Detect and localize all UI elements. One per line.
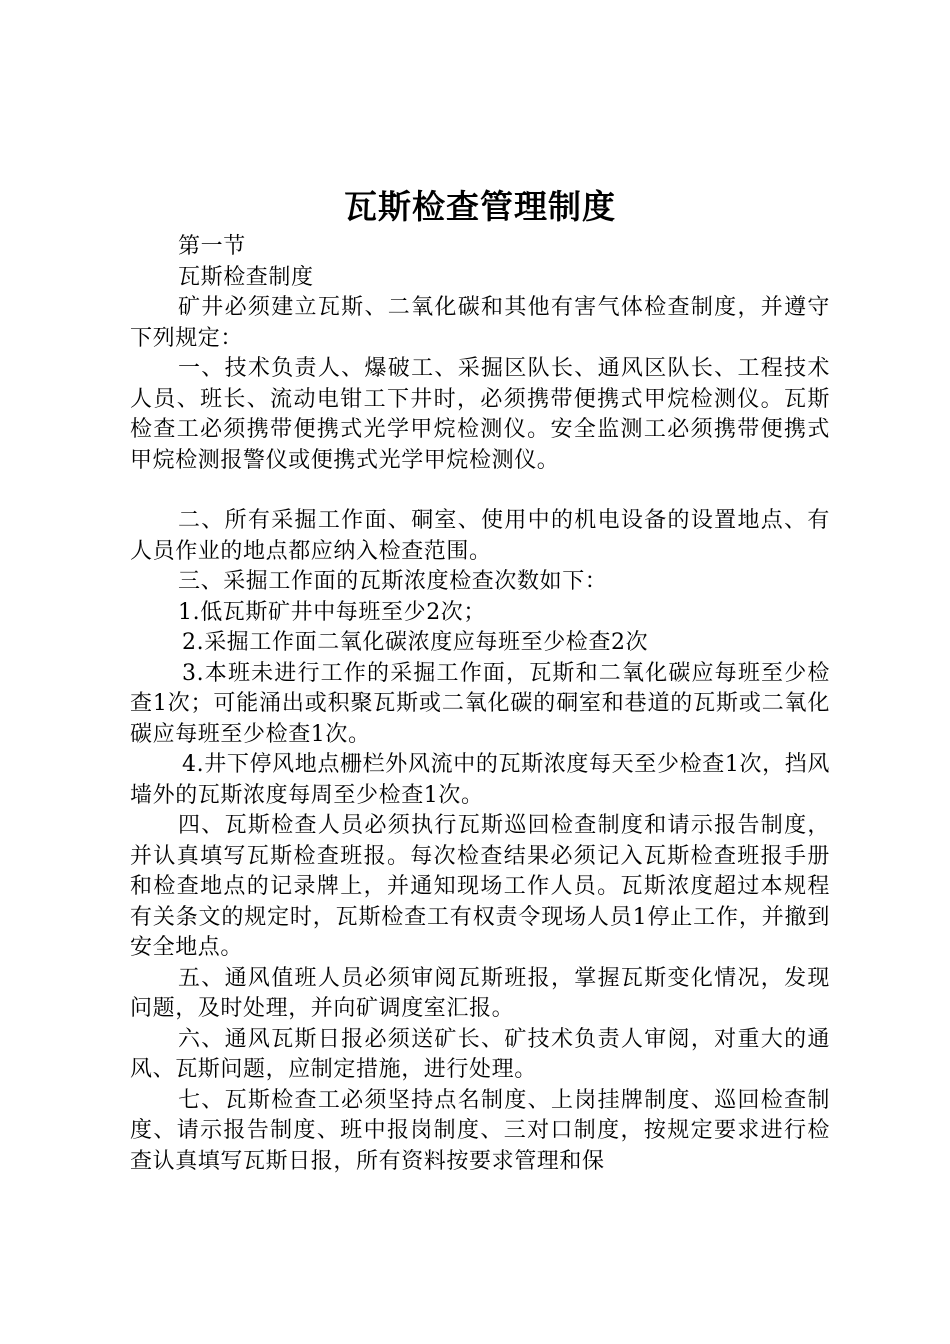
section-heading: 第一节 <box>178 234 246 259</box>
rule-paragraph-4: 四、瓦斯检查人员必须执行瓦斯巡回检查制度和请示报告制度，并认真填写瓦斯检查班报。每次检查结果必须记入瓦斯检查班报手册和检查地点的记录牌上，并通知现场工作人员。瓦斯浓度超过本规程有关条文的规定时，瓦斯检查工有权责令现场人员1停止工作，并撤到安全地点。 <box>130 813 830 960</box>
rule-paragraph-6: 六、通风瓦斯日报必须送矿长、矿技术负责人审阅，对重大的通风、瓦斯问题，应制定措施，进行处理。 <box>130 1026 830 1082</box>
list-item-1: 1.低瓦斯矿井中每班至少2次； <box>178 599 486 625</box>
list-item-3: 3.本班未进行工作的采掘工作面，瓦斯和二氧化碳应每班至少检查1次；可能涌出或积聚瓦斯或二氧化碳的硐室和巷道的瓦斯或二氧化碳应每班至少检查1次。 <box>130 660 830 747</box>
document-page <box>130 180 830 1177</box>
rule-paragraph-2: 二、所有采掘工作面、硐室、使用中的机电设备的设置地点、有人员作业的地点都应纳入检查范围。 <box>130 508 830 564</box>
section-subheading: 瓦斯检查制度 <box>178 264 314 290</box>
rule-paragraph-7: 七、瓦斯检查工必须坚持点名制度、上岗挂牌制度、巡回检查制度、请示报告制度、班中报岗制度、三对口制度，按规定要求进行检查认真填写瓦斯日报，所有资料按要求管理和保 <box>130 1087 830 1174</box>
document-title: 瓦斯检查管理制度 <box>344 187 616 226</box>
list-item-4: 4.井下停风地点栅栏外风流中的瓦斯浓度每天至少检查1次，挡风墙外的瓦斯浓度每周至少检查1次。 <box>130 752 830 808</box>
list-item-2: 2.采掘工作面二氧化碳浓度应每班至少检查2次 <box>182 630 649 655</box>
paragraph-gap <box>130 476 830 506</box>
rule-paragraph-5: 五、通风值班人员必须审阅瓦斯班报，掌握瓦斯变化情况，发现问题，及时处理，并向矿调度室汇报。 <box>130 965 830 1021</box>
rule-paragraph-3: 三、采掘工作面的瓦斯浓度检查次数如下： <box>178 569 608 594</box>
rule-paragraph-1: 一、技术负责人、爆破工、采掘区队长、通风区队长、工程技术人员、班长、流动电钳工下井时，必须携带便携式甲烷检测仪。瓦斯检查工必须携带便携式光学甲烷检测仪。安全监测工必须携带便携式甲烷检测报警仪或便携式光学甲烷检测仪。 <box>130 356 830 473</box>
intro-paragraph: 矿井必须建立瓦斯、二氧化碳和其他有害气体检查制度，并遵守下列规定： <box>130 295 830 351</box>
